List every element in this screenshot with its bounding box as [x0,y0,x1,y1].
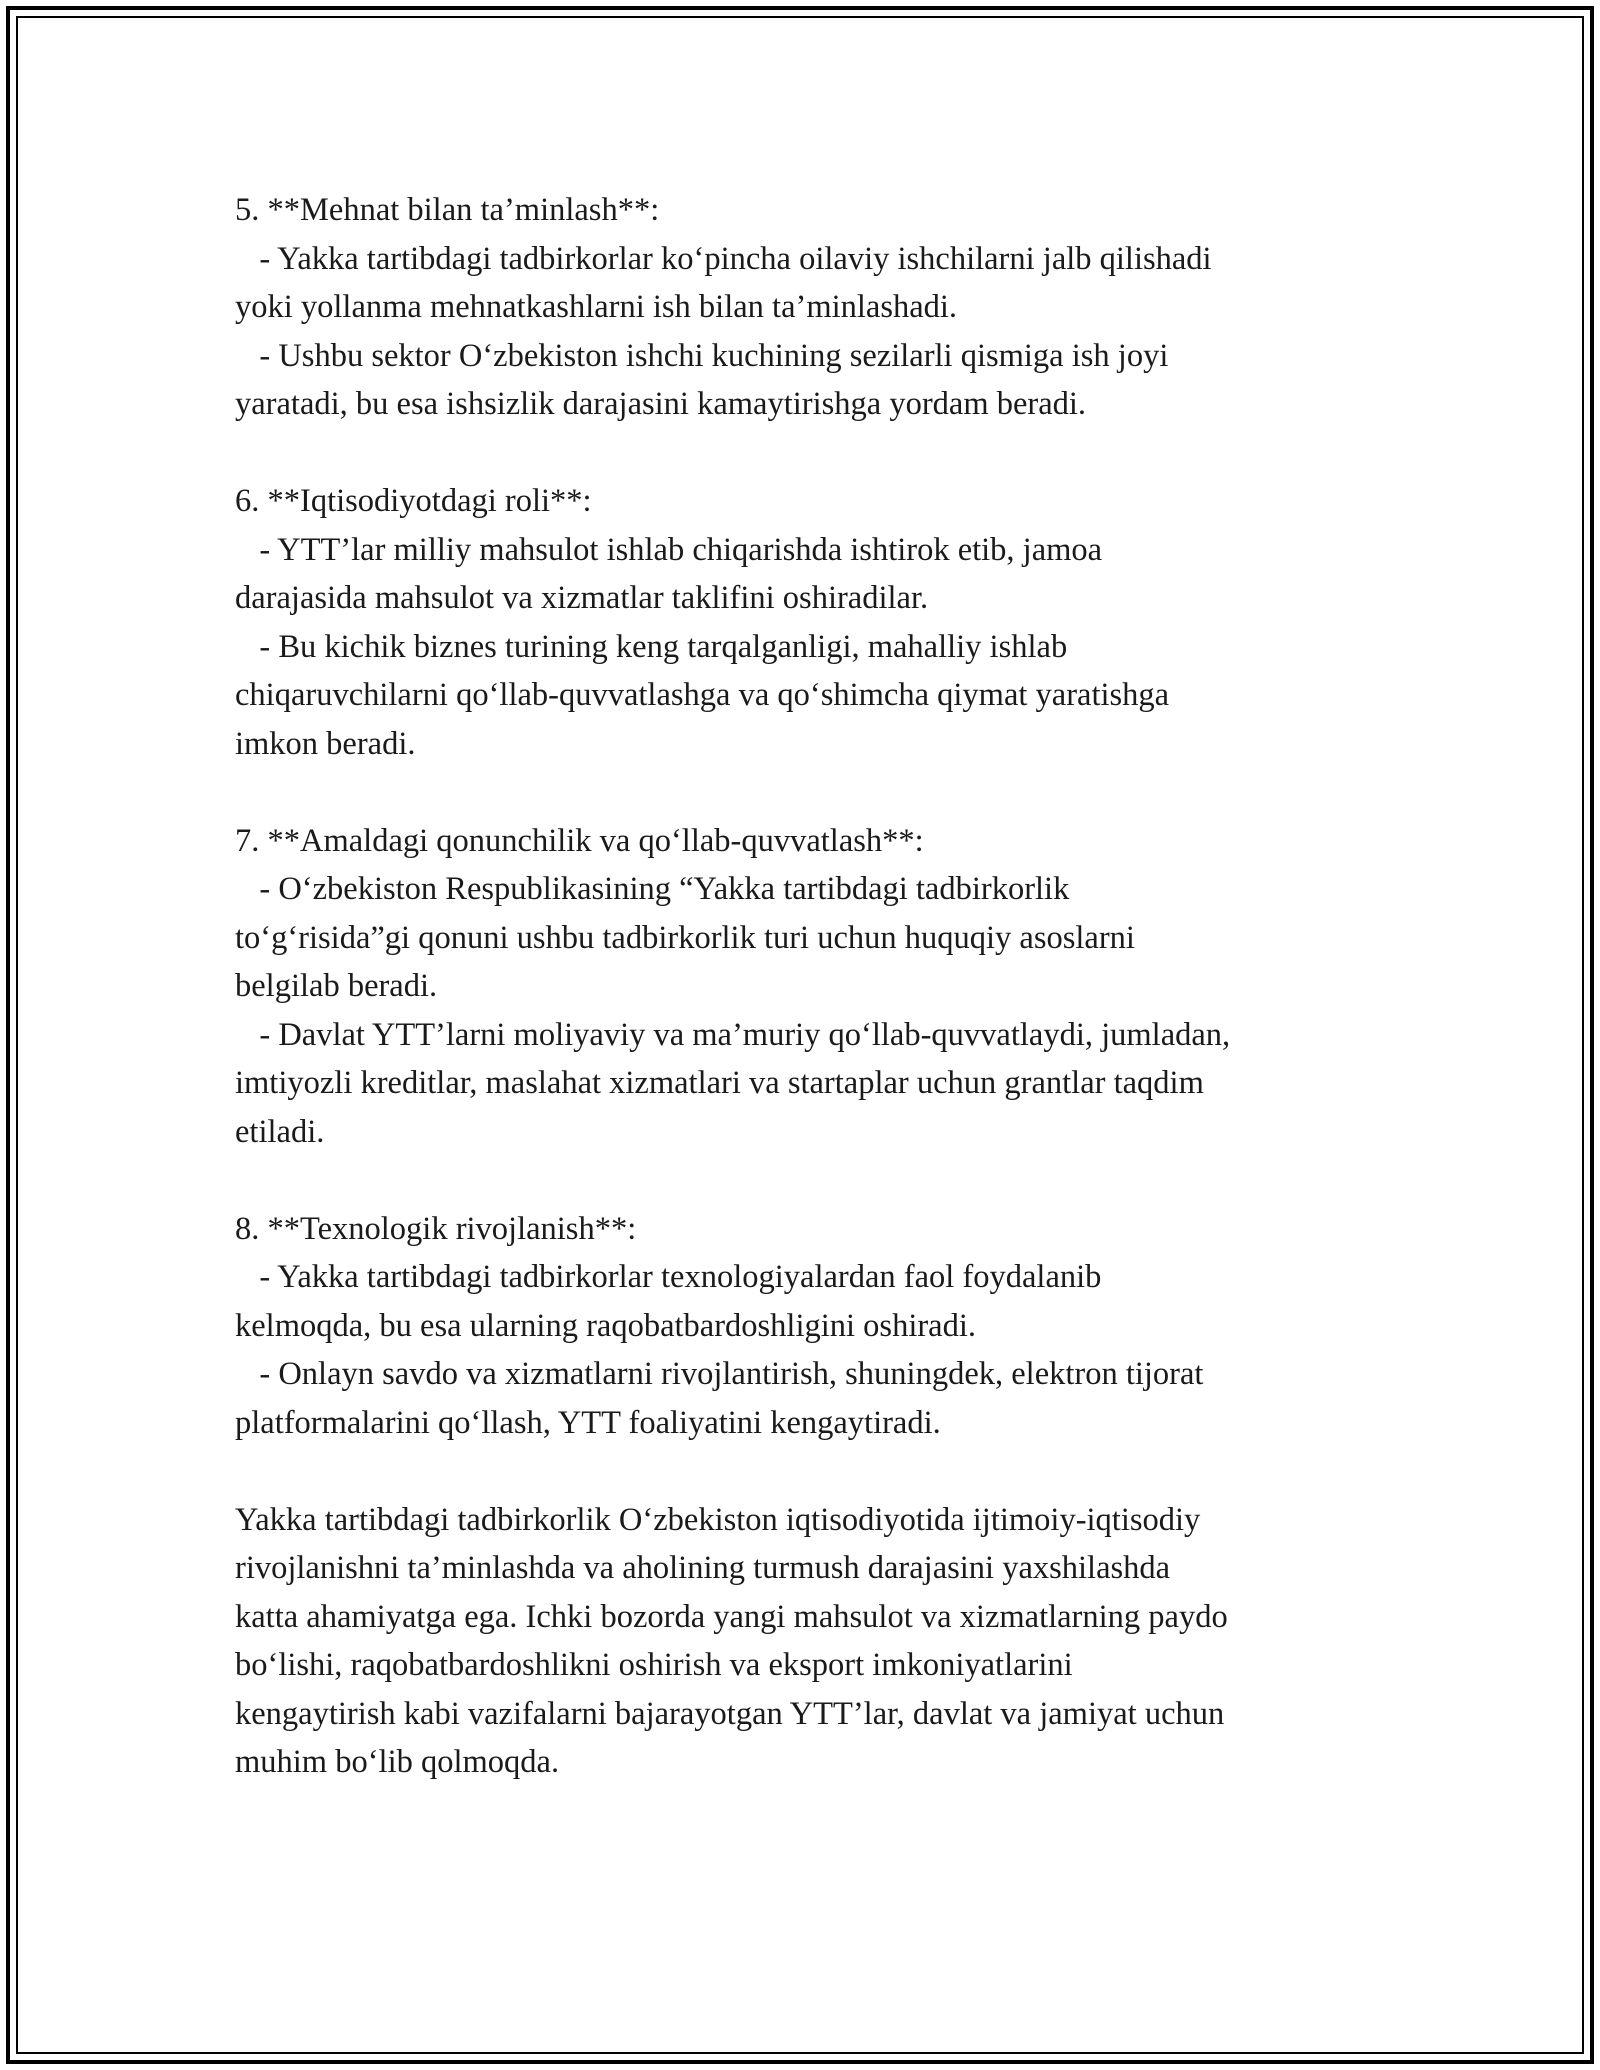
text-line: - Yakka tartibdagi tadbirkorlar texnologiyalardan faol foydalanib [235,1259,1102,1295]
text-line: darajasida mahsulot va xizmatlar taklifini oshiradilar. [235,580,929,616]
text-line: rivojlanishni ta’minlashda va aholining turmush darajasini yaxshilashda [235,1550,1171,1586]
text-line: yaratadi, bu esa ishsizlik darajasini kamaytirishga yordam beradi. [235,386,1087,422]
text-line: - Yakka tartibdagi tadbirkorlar ko‘pincha oilaviy ishchilarni jalb qilishadi [235,240,1212,277]
text-line: imtiyozli kreditlar, maslahat xizmatlari va startaplar uchun grantlar taqdim [235,1065,1204,1101]
text-line: bo‘lishi, raqobatbardoshlikni oshirish va eksport imkoniyatlarini [235,1647,1073,1683]
section-iqtisodiyot [235,477,1395,768]
section-heading: 7. **Amaldagi qonunchilik va qo‘llab-quvvatlash**: [235,822,924,859]
text-line: to‘g‘risida”gi qonuni ushbu tadbirkorlik turi uchun huquqiy asoslarni [235,919,1135,956]
section-mehnat [235,186,1395,429]
text-line: Yakka tartibdagi tadbirkorlik O‘zbekiston iqtisodiyotida ijtimoiy-iqtisodiy [235,1501,1201,1538]
text-line: kengaytirish kabi vazifalarni bajarayotgan YTT’lar, davlat va jamiyat uchun [235,1695,1225,1732]
text-line: belgilab beradi. [235,968,438,1004]
text-line: imkon beradi. [235,725,416,762]
section-texnologik [235,1205,1395,1448]
section-heading: 5. **Mehnat bilan ta’minlash**: [235,192,660,228]
section-qonunchilik [235,817,1395,1157]
section-heading: 6. **Iqtisodiyotdagi roli**: [235,483,592,519]
text-line: katta ahamiyatga ega. Ichki bozorda yangi mahsulot va xizmatlarning paydo [235,1598,1228,1635]
section-heading: 8. **Texnologik rivojlanish**: [235,1210,637,1247]
text-line: - Davlat YTT’larni moliyaviy va ma’muriy qo‘llab-quvvatlaydi, jumladan, [235,1016,1231,1053]
text-line: platformalarini qo‘llash, YTT foaliyatini kengaytiradi. [235,1404,941,1441]
text-line: - Bu kichik biznes turining keng tarqalganligi, mahalliy ishlab [235,628,1068,665]
text-line: muhim bo‘lib qolmoqda. [235,1744,560,1780]
text-line: chiqaruvchilarni qo‘llab-quvvatlashga va qo‘shimcha qiymat yaratishga [235,677,1170,713]
text-line: - O‘zbekiston Respublikasining “Yakka tartibdagi tadbirkorlik [235,871,1070,907]
document-body [235,186,1395,1835]
text-line: - YTT’lar milliy mahsulot ishlab chiqarishda ishtirok etib, jamoa [235,531,1103,568]
text-line: yoki yollanma mehnatkashlarni ish bilan ta’minlashadi. [235,289,958,325]
text-line: - Ushbu sektor O‘zbekiston ishchi kuchining sezilarli qismiga ish joyi [235,337,1169,374]
text-line: kelmoqda, bu esa ularning raqobatbardoshligini oshiradi. [235,1307,977,1344]
text-line: etiladi. [235,1113,325,1150]
conclusion-paragraph [235,1496,1395,1787]
text-line: - Onlayn savdo va xizmatlarni rivojlantirish, shuningdek, elektron tijorat [235,1356,1204,1392]
